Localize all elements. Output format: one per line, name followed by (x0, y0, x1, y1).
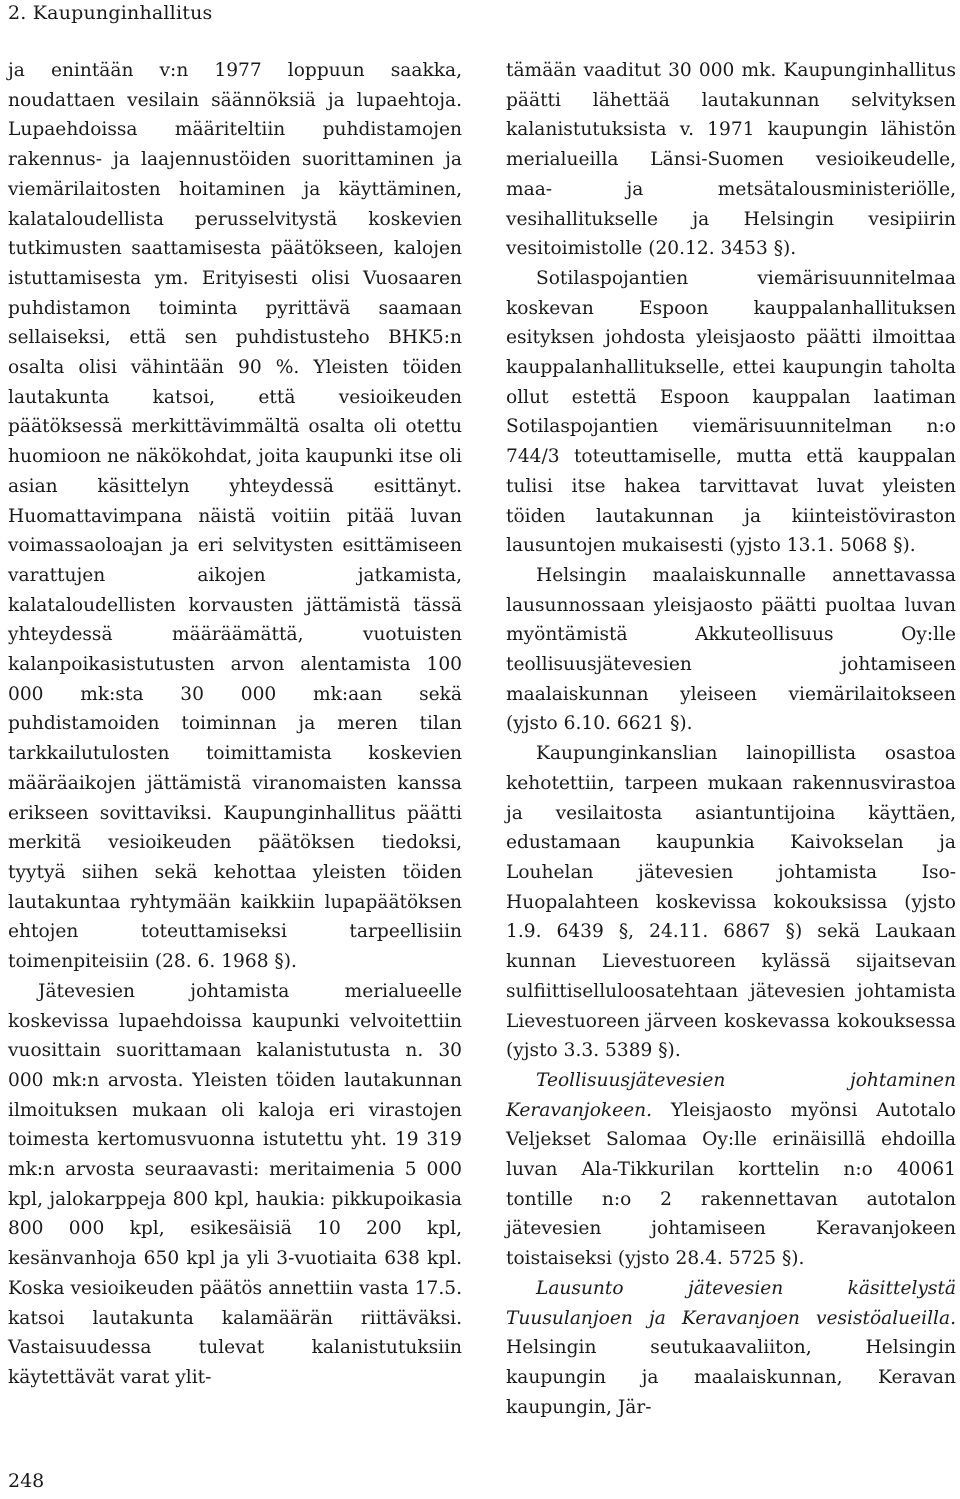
paragraph: tämään vaaditut 30 000 mk. Kaupunginhallitus päätti lähettää lautakunnan selvityksen kalanistutuksista v. 1971 kaupungin lähistön merialueilla Länsi-Suomen vesioikeudelle, maa- ja metsätalousministeriölle, vesihallitukselle ja Helsingin vesipiirin vesitoimistolle (20.12. 3453 §). (506, 60, 956, 260)
paragraph-text: Helsingin seutukaavaliiton, Helsingin kaupungin ja maalaiskunnan, Keravan kaupungin, Jär- (506, 1337, 956, 1418)
paragraph: Helsingin maalaiskunnalle annettavassa lausunnossaan yleisjaosto päätti puoltaa luvan myöntämistä Akkuteollisuus Oy:lle teollisuusjätevesien johtamiseen maalaiskunnan yleiseen viemärilaitokseen (yjsto 6.10. 6621 §). (506, 564, 956, 735)
section-heading: Teollisuusjätevesien johtaminen Keravanjokeen. (506, 1069, 956, 1121)
paragraph: ja enintään v:n 1977 loppuun saakka, noudattaen vesilain säännöksiä ja lupaehtoja. Lupaehdoissa määriteltiin puhdistamojen rakennus- ja laajennustöiden suorittaminen ja viemärilaitosten hoitaminen ja käyttäminen, kalataloudellista perusselvitystä koskevien tutkimusten saattamisesta päätökseen, kalojen istuttamisesta ym. Erityisesti olisi Vuosaaren puhdistamon toiminta pyrittävä saamaan sellaiseksi, että sen puhdistusteho BHK5:n osalta olisi vähintään 90 %. Yleisten töiden lautakunta katsoi, että vesioikeuden päätöksessä merkittävimmältä osalta oli otettu huomioon ne näkökohdat, joita kaupunki itse oli asian käsittelyn yhteydessä esittänyt. Huomattavimpana näistä voitiin pitää luvan voimassaoloajan ja eri selvitysten esittämiseen varattujen aikojen jatkamista, kalataloudellisten korvausten jättämistä tässä yhteydessä määräämättä, vuotuisten kalanpoikasistutusten arvon alentamista 100 000 mk:sta 30 000 mk:aan sekä puhdistamoiden toiminnan ja meren tilan tarkkailutulosten toimittamista koskevien määräaikojen jättämistä viranomaisten kanssa erikseen sovittaviksi. Kaupunginhallitus päätti merkitä vesioikeuden päätöksen tiedoksi, tyytyä siihen sekä kehottaa yleisten töiden lautakuntaa ryhtymään kaikkiin lupapäätöksen ehtojen toteuttamiseksi tarpeellisiin toimenpiteisiin (28. 6. 1968 §). (8, 60, 462, 973)
paragraph: Sotilaspojantien viemärisuunnitelmaa koskevan Espoon kauppalanhallituksen esityksen johdosta yleisjaosto päätti ilmoittaa kauppalanhallitukselle, ettei kaupungin taholta ollut estettä Espoon kauppalan laatiman Sotilaspojantien viemärisuunnitelman n:o 744/3 toteuttamiselle, mutta että kauppalan tulisi itse hakea tarvittavat luvat yleisten töiden lautakunnan ja kiinteistöviraston lausuntojen mukaisesti (yjsto 13.1. 5068 §). (506, 267, 956, 557)
running-head: 2. Kaupunginhallitus (8, 2, 213, 24)
paragraph (506, 1066, 956, 1274)
paragraph (506, 1274, 956, 1423)
section-heading: Lausunto jätevesien käsittelystä Tuusulanjoen ja Keravanjoen vesistöalueilla. (506, 1277, 956, 1329)
paragraph-text: Yleisjaosto myönsi Autotalo Veljekset Salomaa Oy:lle erinäisillä ehdoilla luvan Ala-Tikkurilan korttelin n:o 40061 tontille n:o 2 rakennettavan autotalon jätevesien johtamiseen Keravanjokeen toistaiseksi (yjsto 28.4. 5725 §). (506, 1099, 956, 1270)
paragraph: Jätevesien johtamista merialueelle koskevissa lupaehdoissa kaupunki velvoitettiin vuosittain suorittamaan kalanistutusta n. 30 000 mk:n arvosta. Yleisten töiden lautakunnan ilmoituksen mukaan oli kaloja eri virastojen toimesta kertomusvuonna istutettu yht. 19 319 mk:n arvosta seuraavasti: meritaimenia 5 000 kpl, jalokarppeja 800 kpl, haukia: pikkupoikasia 800 000 kpl, esikesäisiä 10 200 kpl, kesänvanhoja 650 kpl ja yli 3-vuotiaita 638 kpl. Koska vesioikeuden päätös annettiin vasta 17.5. katsoi lautakunta kalamäärän riittäväksi. Vastaisuudessa tulevat kalanistutuksiin käytettävät varat ylit- (8, 980, 462, 1388)
paragraph: Kaupunginkanslian lainopillista osastoa kehotettiin, tarpeen mukaan rakennusvirastoa ja vesilaitosta asiantuntijoina käyttäen, edustamaan kaupunkia Kaivokselan ja Louhelan jätevesien johtamista Iso-Huopalahteen koskevissa kokouksissa (yjsto 1.9. 6439 §, 24.11. 6867 §) sekä Laukaan kunnan Lievestuoreen kylässä sijaitsevan sulfiittiselluloosatehtaan jätevesien johtamista Lievestuoreen järveen koskevassa kokouksessa (yjsto 3.3. 5389 §). (506, 743, 956, 1062)
right-column (506, 56, 956, 1422)
page-number: 248 (8, 1470, 45, 1492)
left-column (8, 56, 462, 1393)
